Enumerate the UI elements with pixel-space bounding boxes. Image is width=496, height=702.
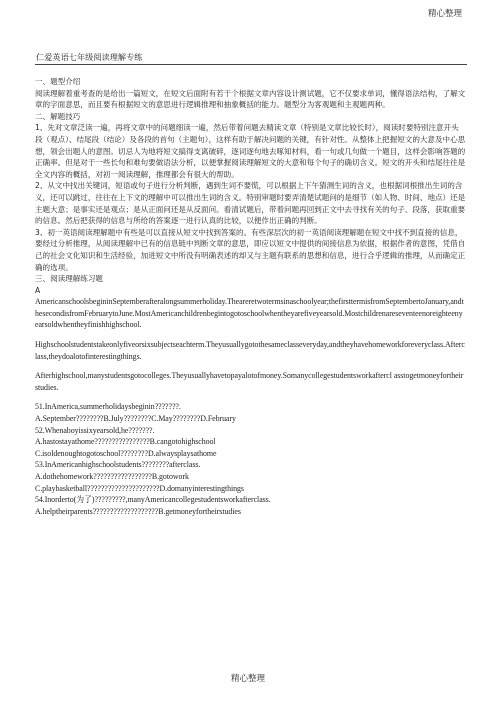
section-heading-tips: 二、解题技巧 bbox=[35, 111, 81, 121]
question-54: 54.Inorderto(为了)?????????,manyAmericancollegestudentsworkafterclass. bbox=[35, 495, 271, 505]
question-54-options-ab: A.helptheirparents???????????????????B.getmoneyfortheirstudies bbox=[35, 506, 241, 516]
section-heading-intro: 一、题型介绍 bbox=[35, 77, 81, 86]
question-53-options-ab: A.dothehomework?????????????????B.gotowork bbox=[35, 472, 189, 481]
title-underline bbox=[35, 64, 467, 65]
question-53-options-cd: C.playbasketball?????????????????????D.domanyinterestingthings bbox=[35, 483, 244, 493]
question-52-options-cd: C.isoldenoughtogotoschool????????D.alwaysplaysathome bbox=[35, 448, 217, 458]
question-52-options-ab: A.hastostayathome????????????????B.cangotohighschool bbox=[35, 437, 216, 447]
document-body bbox=[35, 76, 466, 517]
passage-paragraph-2: Highschoolstudentstakeonlyfiveorsixsubjectseachterm.Theyusuallygotothesameclasseveryday,andtheyhavehomeworkforeveryclass.Afterclass,theydoalotofinterestingthings. bbox=[35, 340, 465, 361]
question-51-options: A.September????????B.July????????C.May????????D.February bbox=[35, 414, 236, 424]
question-53: 53.InAmericanhighschoolstudents????????afterclass. bbox=[35, 460, 201, 470]
question-52: 52.Whenaboyissixyearsold,he???????. bbox=[35, 425, 155, 435]
section-heading-exercises: 三、阅读理解练习题 bbox=[35, 274, 103, 284]
spacer bbox=[35, 331, 466, 339]
tips-paragraph-2: 2、从文中找出关键词，短语或句子进行分析判断，遇到生词不要慌，可以根据上下午猜测生词的含义，也根据词根推出生词的含义，还可以跳过，往往在上下文的理解中可以推出生词的含义。特别审题时要弄清楚试题问的是细节（如人物、时间、地点）还是主题大意；是事实还是观点；是从正面问还是从反面问。看清试题后，带着问题再回到正文中去寻找有关的句子、段落，获取重要的信息。然后把获得的信息与所给的答案逐一进行认真的比较，以便作出正确的判断。 bbox=[35, 181, 466, 226]
passage-label: A bbox=[35, 285, 41, 295]
footer-watermark: 精心整理 bbox=[230, 674, 265, 684]
header-watermark: 精心整理 bbox=[427, 9, 462, 19]
question-51: 51.InAmerica,summerholidaysbeginin???????. bbox=[35, 402, 181, 412]
spacer bbox=[35, 362, 466, 370]
passage-paragraph-3: Afterhighschool,manystudentsgotocolleges.Theyusuallyhavetopayalotofmoney.Somanycollegestudentsworkaftercl asstogetmoneyfortheirstudies. bbox=[35, 371, 464, 392]
document-title: 仁爱英语七年级阅读理解专练 bbox=[36, 52, 143, 62]
tips-paragraph-1: 1、先对文章泛读一遍，再将文章中的问题细读一遍，然后带着问题去精读文章（特别是文章比较长时），阅读时要特别注意开头段（观点）、结尾段（结论）及各段的首句（主题句），这样有助于解决问题的关键，有针对性。从整体上把握短文的大意及中心思想，领会出题人的意图。切忌人为地将短文搞得支离破碎，逐词逐句地去啄知材料，看一句或几句做一个题目，这样会影响答题的正确率。但是对于一些长句和难句要做语法分析，以便掌握阅读理解短文的大意和每个句子的确切含义。短文的开头和结尾往往是全文内容的概括，对初一阅读理解，推理都会有很大的帮助。 bbox=[35, 123, 466, 179]
spacer bbox=[35, 393, 466, 401]
tips-paragraph-3: 3、初一英语阅读理解题中有些是可以直接从短文中找到答案的。有些深层次的初一英语阅读理解题在短文中找不到直接的信息，要经过分析推理，从阅读理解中已有的信息链中判断文章的意思，即应以短文中提供的间接信息为依据，根据作者的意图，凭借自己的社会文化知识和生活经验，加进短文中所没有明确表述的却又与主题有联系的思想和信息，进行合乎逻辑的推理，从而确定正确的选项。 bbox=[35, 227, 466, 272]
section-intro-body: 阅读理解着重考查的是给出一篇短文，在短文后面附有若干个根据文章内容设计测试题，它不仅要求单词，懂得语法结构，了解文章的字面意思，而且要有根据短文的意思进行逻辑推理和抽象概括的能力。题型分为客观题和主观题两种。 bbox=[35, 88, 466, 110]
passage-paragraph-1: AmericanschoolsbegininSeptemberafteralongsummerholiday.Theareretwotermsinaschoolyear;thefirsttermisfromSeptembertoJanuary,andthesecondisfromFebruarytoJune.MostAmericanchildrenbegintogotoschoolwhentheyarefiveyearsold.Mostchildrenareseventeenoreighteenyearsoldwhentheyfinishhighschool. bbox=[35, 297, 464, 330]
